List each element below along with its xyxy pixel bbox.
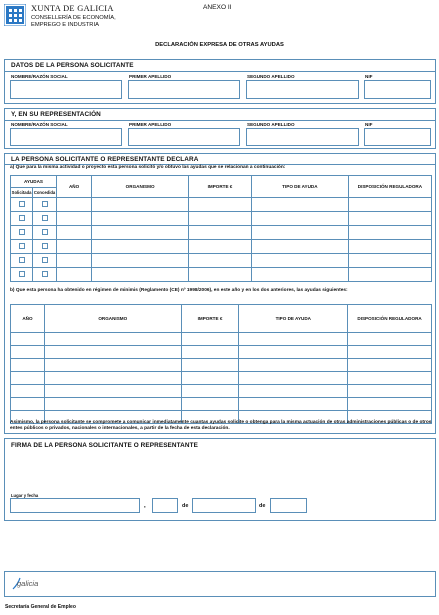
table-cell[interactable]	[44, 333, 181, 346]
table-row	[11, 226, 432, 240]
table-cell[interactable]	[181, 385, 239, 398]
table-cell[interactable]	[181, 372, 239, 385]
table-cell[interactable]	[348, 240, 431, 254]
table-cell[interactable]	[348, 226, 431, 240]
table-cell[interactable]	[92, 212, 189, 226]
requested-checkbox[interactable]	[19, 257, 25, 263]
applicant-nif-field[interactable]	[364, 80, 431, 99]
table-row	[11, 268, 432, 282]
representative-nif-field[interactable]	[364, 128, 431, 146]
table-row	[11, 385, 432, 398]
table-a-header-year: AÑO	[56, 176, 91, 198]
table-cell[interactable]	[189, 268, 252, 282]
representative-section-title: Y, EN SU REPRESENTACIÓN	[11, 111, 101, 118]
table-cell[interactable]	[181, 333, 239, 346]
representative-surname2-field[interactable]	[246, 128, 359, 146]
granted-checkbox[interactable]	[42, 215, 48, 221]
declaration-part-a: a) Que para la misma actividad o proyecto esta persona solicitó y/o obtuvo las ayudas que se relacionan a continuación:	[10, 165, 286, 170]
requested-checkbox[interactable]	[19, 243, 25, 249]
de-separator-2: de	[259, 503, 266, 509]
comma-separator: ,	[144, 503, 146, 509]
applicant-name-label: NOMBRE/RAZÓN SOCIAL	[11, 74, 68, 79]
dept-line-1: CONSELLERÍA DE ECONOMÍA,	[31, 15, 116, 21]
applicant-surname2-field[interactable]	[246, 80, 359, 99]
xunta-flag-icon	[4, 4, 26, 26]
table-row	[11, 254, 432, 268]
table-b-header-regulation: DISPOSICIÓN REGULADORA	[348, 305, 432, 333]
table-cell[interactable]	[239, 372, 348, 385]
table-row	[11, 359, 432, 372]
declaration-section	[4, 153, 436, 434]
representative-nif-label: NIF	[365, 122, 373, 127]
declaration-part-b: b) Que esta persona ha obtenido en régimen de minimis (Reglamento (CE) nº 1998/2006), en este año y en los dos anteriores, las ayudas siguientes:	[10, 288, 348, 293]
signature-section-title: FIRMA DE LA PERSONA SOLICITANTE O REPRESENTANTE	[11, 442, 198, 449]
table-b-header-year: AÑO	[11, 305, 45, 333]
aid-group-header: AYUDAS	[11, 176, 57, 188]
table-cell[interactable]	[348, 398, 432, 411]
signature-section	[4, 438, 436, 521]
table-cell[interactable]	[189, 240, 252, 254]
applicant-name-field[interactable]	[10, 80, 122, 99]
table-cell[interactable]	[44, 359, 181, 372]
table-b-header-organism: ORGANISMO	[44, 305, 181, 333]
representative-name-field[interactable]	[10, 128, 122, 146]
table-cell[interactable]	[92, 198, 189, 212]
table-cell[interactable]	[239, 346, 348, 359]
table-cell[interactable]	[44, 385, 181, 398]
representative-title-underline	[5, 120, 435, 121]
month-field[interactable]	[192, 498, 256, 513]
table-cell[interactable]	[11, 385, 45, 398]
commitment-text: Asimismo, la persona solicitante se compromete a comunicar inmediatamente cuantas ayudas solicite o obtenga para la misma actuación de otras administraciones públicas o de otros entes públicos o privados, nacionales o internacionales, a partir de la fecha de esta declaración.	[10, 420, 432, 431]
table-cell[interactable]	[44, 346, 181, 359]
table-cell[interactable]	[348, 359, 432, 372]
granted-checkbox[interactable]	[42, 229, 48, 235]
representative-name-label: NOMBRE/RAZÓN SOCIAL	[11, 122, 68, 127]
applicant-nif-label: NIF	[365, 74, 373, 79]
table-a-header-aid-type: TIPO DE AYUDA	[251, 176, 348, 198]
granted-checkbox[interactable]	[42, 201, 48, 207]
day-field[interactable]	[152, 498, 178, 513]
granted-checkbox[interactable]	[42, 257, 48, 263]
table-cell[interactable]	[181, 398, 239, 411]
table-cell[interactable]	[189, 198, 252, 212]
applicant-section-title: DATOS DE LA PERSONA SOLICITANTE	[11, 62, 134, 69]
table-row	[11, 212, 432, 226]
year-field[interactable]	[270, 498, 307, 513]
applicant-section	[4, 59, 436, 104]
annex-label: ANEXO II	[203, 4, 232, 11]
document-title: DECLARACIÓN EXPRESA DE OTRAS AYUDAS	[155, 42, 284, 48]
table-b-header-amount: IMPORTE €	[181, 305, 239, 333]
table-cell[interactable]	[92, 254, 189, 268]
table-cell[interactable]	[239, 359, 348, 372]
table-cell[interactable]	[56, 226, 91, 240]
representative-surname1-field[interactable]	[128, 128, 240, 146]
table-cell[interactable]	[11, 359, 45, 372]
table-cell[interactable]	[251, 198, 348, 212]
table-cell[interactable]	[44, 372, 181, 385]
aid-table-a	[10, 175, 432, 282]
table-cell[interactable]	[348, 372, 432, 385]
galicia-logo-text: galicia	[17, 579, 39, 588]
requested-checkbox[interactable]	[19, 215, 25, 221]
table-cell[interactable]	[56, 240, 91, 254]
table-row	[11, 333, 432, 346]
representative-surname2-label: SEGUNDO APELLIDO	[247, 122, 295, 127]
table-row	[11, 346, 432, 359]
applicant-surname1-field[interactable]	[128, 80, 240, 99]
granted-checkbox[interactable]	[42, 271, 48, 277]
table-cell[interactable]	[348, 212, 431, 226]
table-row	[11, 198, 432, 212]
table-cell[interactable]	[92, 240, 189, 254]
table-cell[interactable]	[251, 254, 348, 268]
applicant-surname2-label: SEGUNDO APELLIDO	[247, 74, 295, 79]
table-a-header-amount: IMPORTE €	[189, 176, 252, 198]
table-cell[interactable]	[92, 268, 189, 282]
xunta-logo	[4, 4, 26, 26]
table-cell[interactable]	[56, 268, 91, 282]
table-a-subheader-granted: Concedida	[33, 188, 57, 198]
table-b-header-aid-type: TIPO DE AYUDA	[239, 305, 348, 333]
applicant-title-underline	[5, 71, 435, 72]
table-cell[interactable]	[92, 226, 189, 240]
table-cell[interactable]	[251, 268, 348, 282]
table-cell[interactable]	[348, 254, 431, 268]
table-cell[interactable]	[251, 212, 348, 226]
org-name: XUNTA DE GALICIA	[31, 4, 114, 13]
table-cell[interactable]	[11, 346, 45, 359]
granted-checkbox[interactable]	[42, 243, 48, 249]
table-row	[11, 240, 432, 254]
table-row	[11, 372, 432, 385]
requested-checkbox[interactable]	[19, 201, 25, 207]
requested-checkbox[interactable]	[19, 271, 25, 277]
table-cell[interactable]	[348, 385, 432, 398]
table-cell[interactable]	[348, 346, 432, 359]
table-cell[interactable]	[239, 385, 348, 398]
table-a-subheader-requested: Solicitada	[11, 188, 33, 198]
table-row	[11, 398, 432, 411]
representative-surname1-label: PRIMER APELLIDO	[129, 122, 172, 127]
table-cell[interactable]	[11, 372, 45, 385]
dept-line-2: EMPREGO E INDUSTRIA	[31, 22, 99, 28]
table-cell[interactable]	[56, 212, 91, 226]
applicant-surname1-label: PRIMER APELLIDO	[129, 74, 172, 79]
table-cell[interactable]	[239, 398, 348, 411]
declaration-section-title: LA PERSONA SOLICITANTE O REPRESENTANTE DECLARA	[11, 156, 199, 163]
table-cell[interactable]	[189, 226, 252, 240]
de-separator-1: de	[182, 503, 189, 509]
table-cell[interactable]	[11, 333, 45, 346]
table-cell[interactable]	[189, 254, 252, 268]
table-cell[interactable]	[181, 346, 239, 359]
table-cell[interactable]	[348, 333, 432, 346]
table-a-body	[11, 198, 432, 282]
table-b-body	[11, 333, 432, 424]
representative-section	[4, 108, 436, 149]
place-date-label: Lugar y fecha	[11, 493, 39, 498]
table-cell[interactable]	[239, 333, 348, 346]
aid-table-b	[10, 304, 432, 424]
table-cell[interactable]	[11, 398, 45, 411]
table-cell[interactable]	[56, 254, 91, 268]
footer-logo-box	[4, 571, 436, 597]
table-cell[interactable]	[251, 240, 348, 254]
table-a-header-organism: ORGANISMO	[92, 176, 189, 198]
table-cell[interactable]	[56, 198, 91, 212]
footer-office: Secretaría General de Empleo	[5, 604, 76, 610]
place-field[interactable]	[10, 498, 140, 513]
requested-checkbox[interactable]	[19, 229, 25, 235]
table-cell[interactable]	[251, 226, 348, 240]
table-cell[interactable]	[44, 398, 181, 411]
table-a-header-regulation: DISPOSICIÓN REGULADORA	[348, 176, 431, 198]
table-cell[interactable]	[189, 212, 252, 226]
table-cell[interactable]	[348, 198, 431, 212]
table-cell[interactable]	[348, 268, 431, 282]
table-cell[interactable]	[181, 359, 239, 372]
